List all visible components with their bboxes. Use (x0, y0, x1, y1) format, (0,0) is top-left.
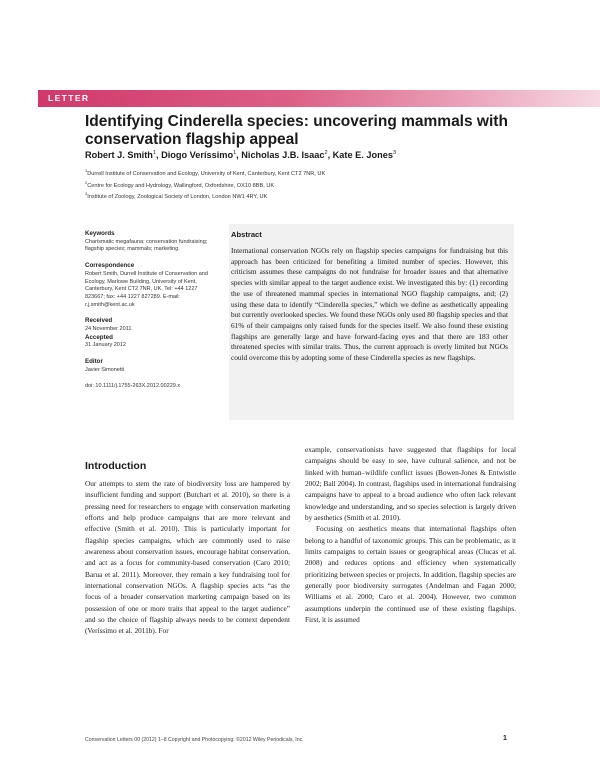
correspondence-text: Robert Smith, Durrell Institute of Conservation and Ecology, Marlowe Building, University of Kent, Canterbury, Kent CT2 7NR, UK. Tel: +44 1227 823667; fax: +44 1227 827289. E-mail: r.j.smith@kent.ac.uk (85, 270, 208, 308)
section-banner (38, 90, 600, 107)
affiliation (85, 190, 325, 202)
affiliation-mark: 1 (85, 168, 88, 173)
author-name: Robert J. Smith (85, 150, 153, 161)
article-info-sidebar (85, 230, 217, 390)
author-name: Nicholas J.B. Isaac (241, 150, 325, 161)
affiliation-text: Durrell Institute of Conservation and Ecology, University of Kent, Canterbury, Kent CT2 7NR, UK (87, 170, 326, 177)
doi-link[interactable]: doi: 10.1111/j.1755-263X.2012.00229.x (85, 382, 181, 389)
section-label: LETTER (48, 93, 90, 103)
author-affiliation-mark: 1 (233, 150, 237, 156)
body-column-left (85, 478, 290, 637)
affiliation-mark: 2 (85, 179, 88, 185)
author-name: Diogo Veríssimo (161, 150, 234, 161)
affiliation-text: Institute of Zoology, Zoological Society of London, London NW1 4RY, UK (87, 194, 268, 201)
body-column-right (305, 444, 516, 626)
accepted-date: 31 January 2012 (85, 342, 126, 349)
editor-block (85, 358, 217, 374)
accepted-heading: Accepted (85, 333, 113, 341)
received-date: 24 November 2011 (85, 326, 132, 333)
abstract-box (229, 224, 514, 420)
journal-footer: Conservation Letters 00 (2012) 1–8 Copyright and Photocopying: ©2012 Wiley Periodicals, Inc. (85, 737, 304, 743)
body-paragraph: example, conservationists have suggested that flagships for local campaigns should be easy to see, have cultural salience, and not be linked with human–wildlife conflict issues (Bowen-Jones & Entwistle 2002; Ball 2004). In contrast, flagships used in international fundraising campaigns have to appeal to a broad audience who often lack relevant knowledge and understanding, and so species selection is largely driven by aesthetics (Smith et al. 2010). (305, 445, 516, 523)
affiliation-list (85, 167, 325, 202)
affiliation-mark: 3 (85, 191, 88, 197)
abstract-heading: Abstract (231, 230, 262, 239)
affiliation-text: Centre for Ecology and Hydrology, Wallingford, Oxfordshire, OX10 8BB, UK (87, 182, 275, 189)
page-number: 1 (503, 735, 507, 742)
author-affiliation-mark: 3 (392, 150, 396, 156)
keywords-block (85, 230, 217, 254)
editor-heading: Editor (85, 358, 103, 366)
abstract-text: International conservation NGOs rely on flagship species campaigns for fundraising but this approach has been criticized for benefiting a limited number of species. However, this criticism assumes these campaigns do not fundraise for broader issues and that alternative species with similar appeal to the target audience exist. We investigated this by: (1) recording the use of threatened mammal species in international NGO flagship campaigns, and; (2) using these data to identify “Cinderella species,” which we define as aesthetically appealing but currently overlooked species. We found these NGOs only used 80 flagship species and that 61% of their campaigns only raised funds for the species itself. We also found these existing flagships are generally large and have forward-facing eyes and that there are 183 other threatened species with similar traits. Thus, the current approach is overly limited but NGOs could overcome this by adopting some of these Cinderella species as new flagships. (231, 246, 508, 363)
correspondence-heading: Correspondence (85, 262, 135, 270)
correspondence-block (85, 262, 217, 309)
author-affiliation-mark: 1 (152, 150, 156, 156)
affiliation (85, 179, 325, 191)
body-paragraph: Focusing on aesthetics means that international flagships often belong to a handful of taxonomic groups. This can be problematic, as it limits campaigns to certain issues or geographical areas (Clucas et al. 2008) and reduces options and efficiency when systematically prioritizing between species or projects. In addition, flagship species are generally poor biodiversity surrogates (Andelman and Fagan 2000; Williams et al. 2000; Caro et al. 2004). However, two common assumptions underpin the continued use of these existing flagships. First, it is assumed (305, 524, 516, 625)
author-affiliation-mark: 2 (324, 150, 328, 156)
keywords-text: Charismatic megafauna; conservation fundraising; flagship species; mammals; marketing. (85, 238, 208, 253)
author-list: Robert J. Smith$^1$, Diogo Veríssimo$^1$, Nicholas J.B. Isaac$^2$, Kate E. Jones$^3$ (85, 150, 396, 161)
received-heading: Received (85, 317, 113, 325)
article-title: Identifying Cinderella species: uncovering mammals with conservation flagship appeal (85, 113, 508, 148)
dates-block (85, 317, 217, 350)
body-paragraph: Our attempts to stem the rate of biodiversity loss are hampered by insufficient funding and support (Butchart et al. 2010), so there is a pressing need for researchers to engage with conservation marketing efforts and help produce campaigns that are more relevant and effective (Smith et al. 2010). This is particularly important for flagship species campaigns, which are commonly used to raise awareness about conservation issues, encourage habitat conservation, and act as a focus for community-based conservation (Caro 2010; Barua et al. 2011). Moreover, they remain a key fundraising tool for international conservation NGOs. A flagship species acts “as the focus of a broader conservation marketing campaign based on its possession of one or more traits that appeal to the target audience” and so the choice of flagship always needs to be context dependent (Veríssimo et al. 2011b). For (85, 479, 290, 636)
introduction-heading: Introduction (85, 460, 147, 472)
editor-name: Javier Simonetti (85, 366, 125, 373)
author-name: Kate E. Jones (332, 150, 393, 161)
affiliation (85, 167, 325, 179)
keywords-heading: Keywords (85, 230, 115, 237)
